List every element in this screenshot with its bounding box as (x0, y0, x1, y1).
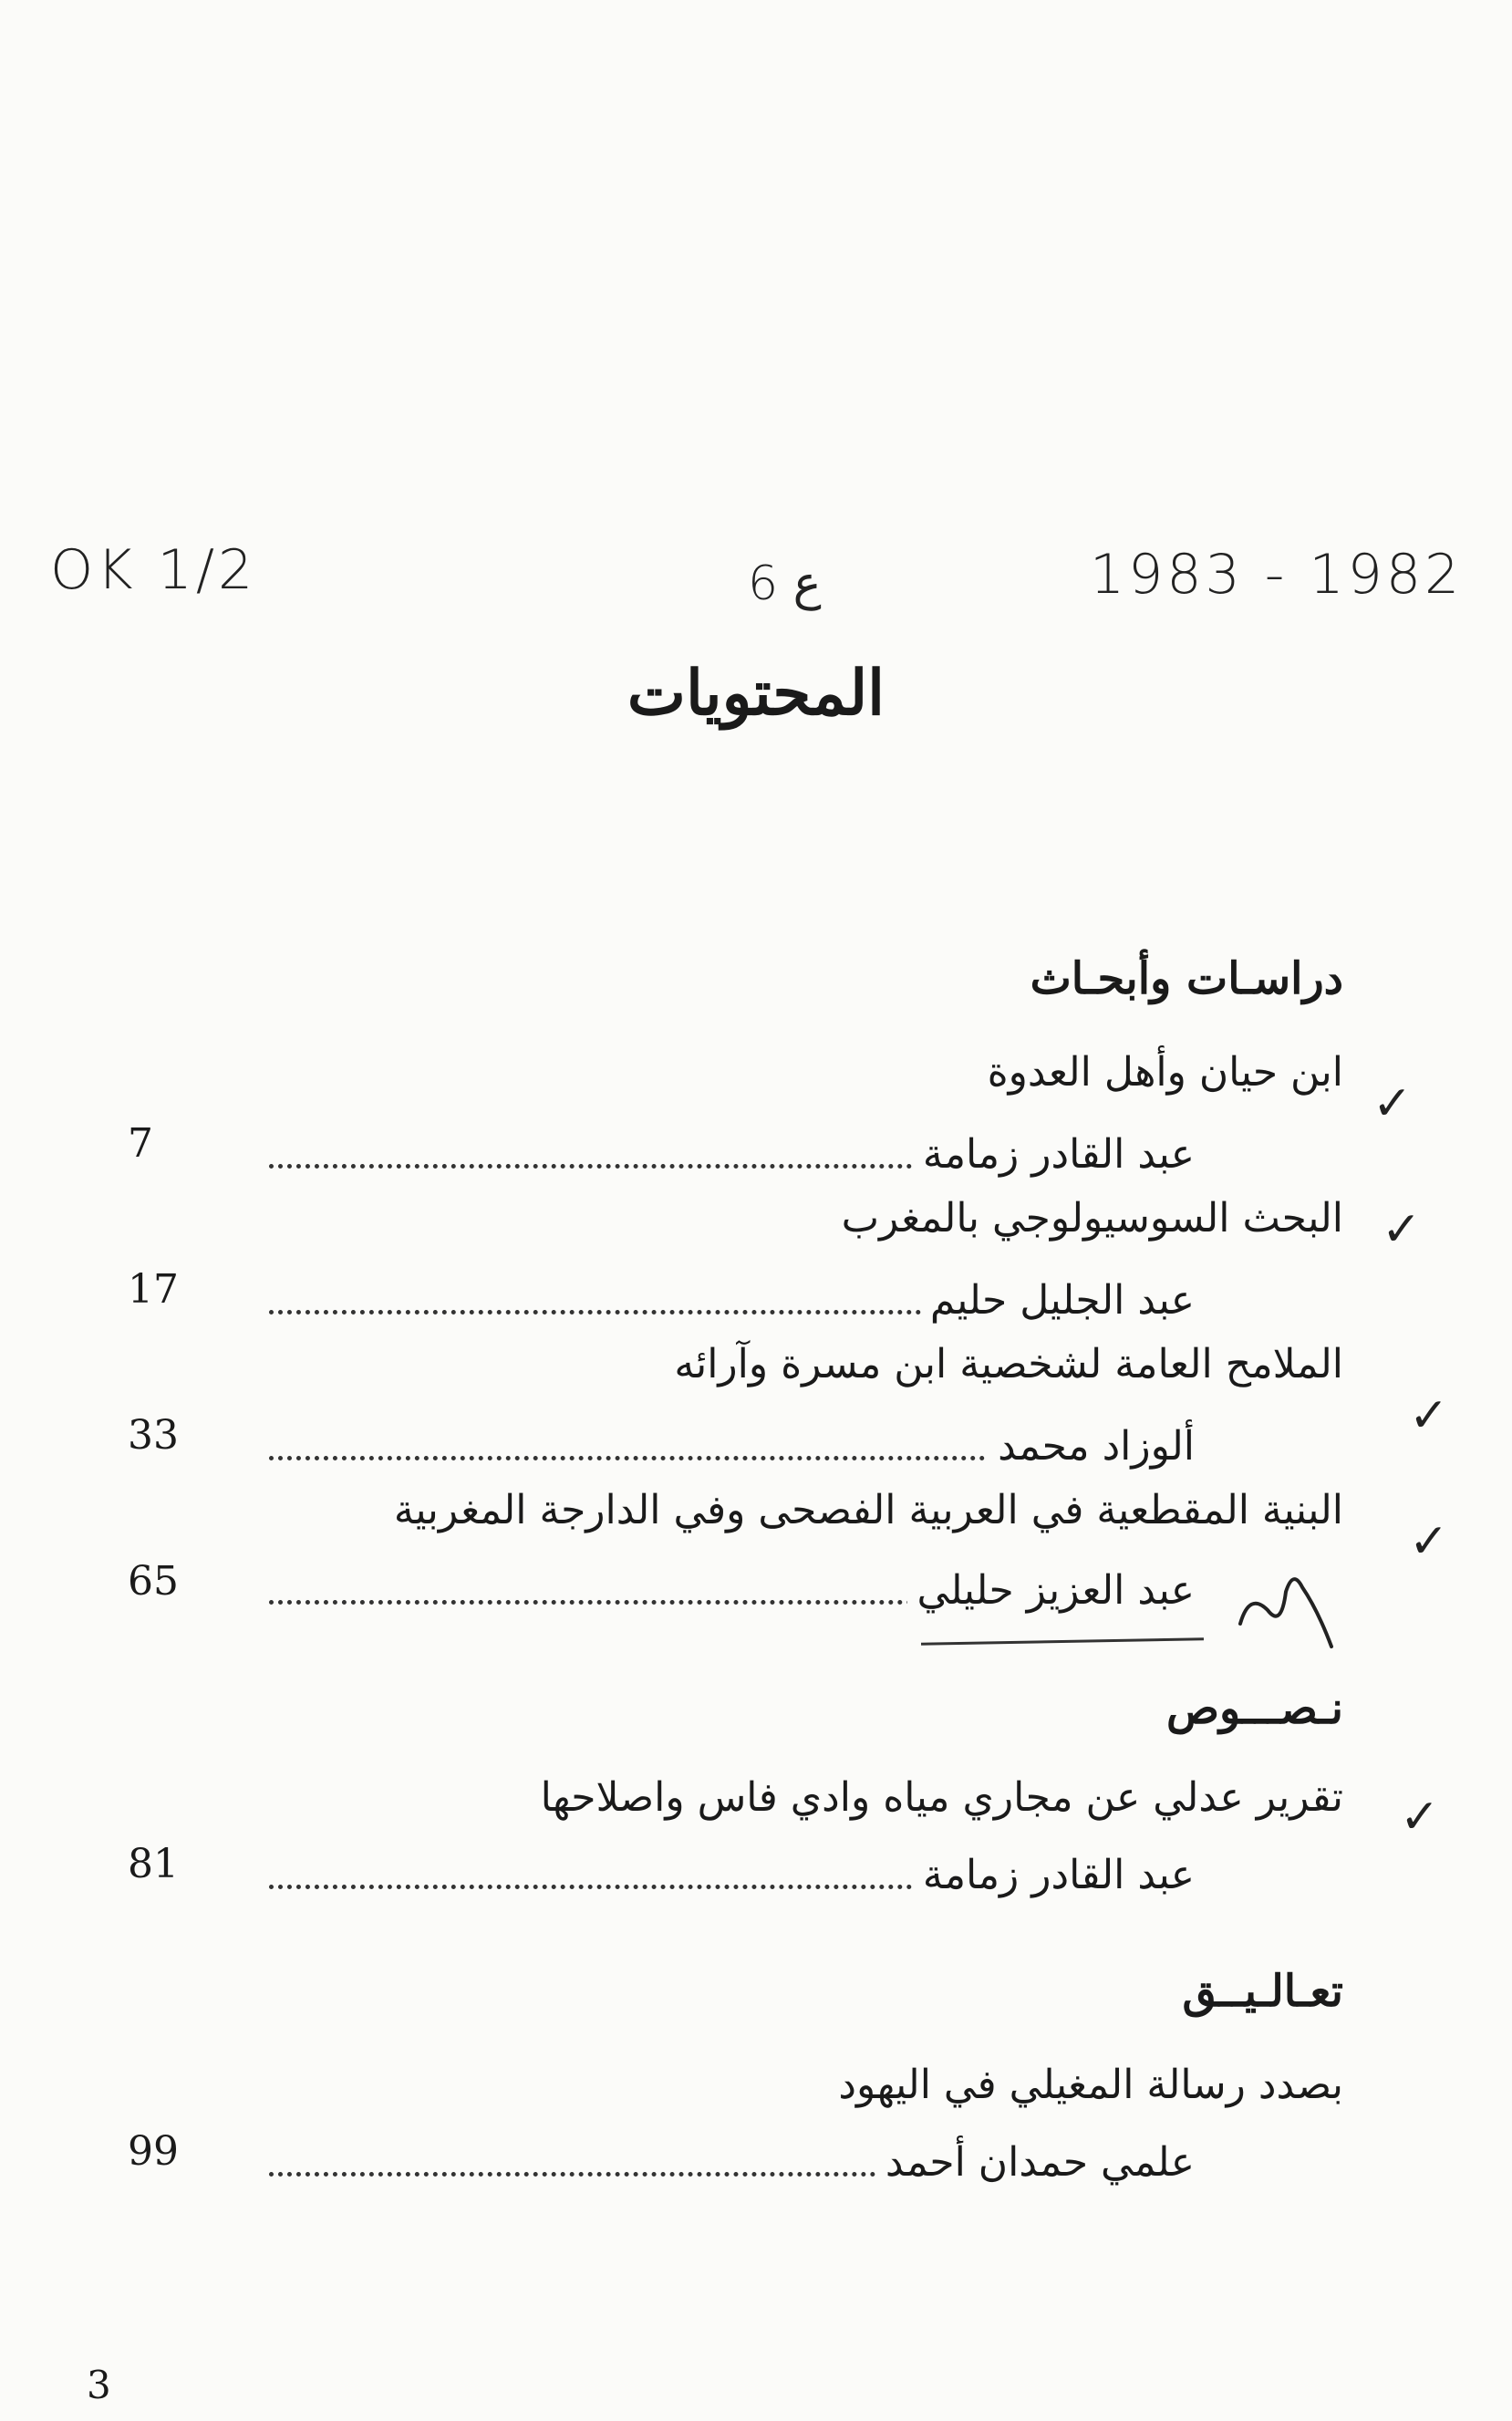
section-heading-studies: دراسـات وأبحـاث (1030, 953, 1343, 1004)
handwritten-note-years: 1983 - 1982 (1090, 543, 1464, 607)
check-mark: ✓ (1400, 1790, 1440, 1844)
entry-title: البحث السوسيولوجي بالمغرب (841, 1195, 1343, 1242)
author-name: ألوزاد محمد (989, 1423, 1195, 1470)
author-row (269, 1423, 1195, 1478)
author-row (269, 1567, 1195, 1622)
page-number: 65 (128, 1558, 179, 1605)
author-row (269, 1277, 1195, 1332)
page-number: 81 (128, 1841, 179, 1887)
author-name: عبد العزيز حليلي (907, 1567, 1195, 1614)
page-number: 99 (128, 2128, 179, 2175)
author-name: علمي حمدان أحمد (876, 2139, 1195, 2186)
page-number: 7 (128, 1120, 153, 1167)
footer-page-number: 3 (87, 2363, 111, 2407)
check-mark: ✓ (1382, 1202, 1422, 1257)
page-number: 33 (128, 1412, 179, 1459)
entry-title: بصدد رسالة المغيلي في اليهود (838, 2062, 1343, 2108)
check-mark: ✓ (1409, 1514, 1449, 1569)
page-number: 17 (128, 1266, 179, 1313)
section-heading-texts: نـصـــوص (1165, 1683, 1343, 1734)
entry-title: الملامح العامة لشخصية ابن مسرة وآرائه (674, 1341, 1343, 1387)
handwritten-underline (921, 1637, 1204, 1645)
handwritten-signature (1231, 1560, 1341, 1651)
author-name: عبد القادر زمامة (914, 1131, 1195, 1178)
check-mark: ✓ (1372, 1076, 1413, 1131)
page-title: المحتويات (627, 657, 885, 730)
author-name: عبد الجليل حليم (921, 1277, 1195, 1324)
check-mark: ✓ (1409, 1388, 1449, 1443)
handwritten-note-ok: OK 1/2 (50, 538, 257, 602)
author-row (269, 1852, 1195, 1907)
entry-title: ابن حيان وأهل العدوة (987, 1049, 1343, 1096)
author-row (269, 1131, 1195, 1186)
author-row (269, 2139, 1195, 2194)
section-heading-comments: تعـالـيــق (1182, 1966, 1343, 2017)
handwritten-note-issue: 6 ع (748, 556, 822, 611)
author-name: عبد القادر زمامة (914, 1852, 1195, 1898)
entry-title: تقرير عدلي عن مجاري مياه وادي فاس واصلاحها (540, 1774, 1343, 1821)
entry-title: البنية المقطعية في العربية الفصحى وفي الدارجة المغربية (393, 1487, 1343, 1533)
